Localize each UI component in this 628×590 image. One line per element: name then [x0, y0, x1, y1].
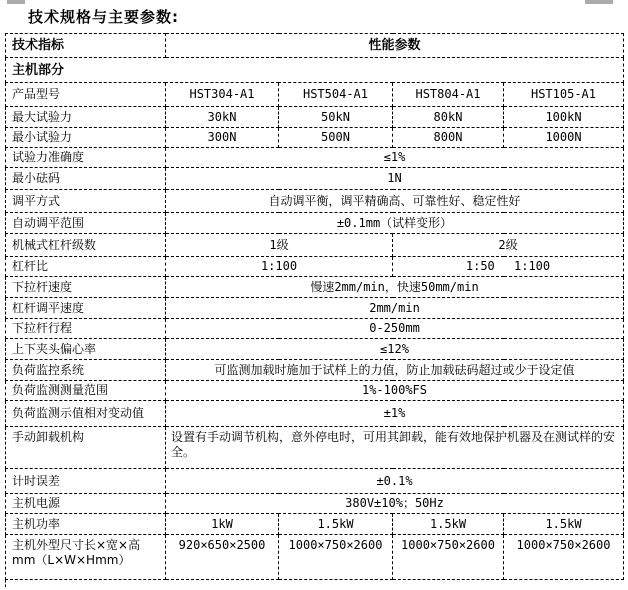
spec-label: 最小砝码	[6, 168, 166, 190]
spec-value: 慢速2mm/min，快速50mm/min	[166, 277, 624, 298]
spec-value: 1.5kW	[504, 514, 624, 535]
spec-value: 1级	[166, 234, 393, 257]
spec-label: 最小试验力	[6, 128, 166, 148]
spec-row-monitor-variation	[6, 401, 624, 427]
spec-value: HST504-A1	[279, 83, 393, 107]
spec-row-dimensions	[6, 535, 624, 580]
spec-label-line1: 主机外型尺寸长×宽×高	[12, 538, 141, 552]
spec-row-max-force	[6, 107, 624, 128]
spec-label: 负荷监测示值相对变动值	[6, 401, 166, 427]
spec-value: 1:100	[166, 257, 393, 277]
spec-value: HST304-A1	[166, 83, 279, 107]
spec-row-rod-travel	[6, 319, 624, 339]
spec-label: 负荷监测测量范围	[6, 381, 166, 401]
spec-value: 设置有手动调节机构，意外停电时，可用其卸载，能有效地保护机器及在测试样的安全。	[166, 427, 624, 469]
spec-row-timing-error	[6, 469, 624, 494]
spec-value: 1.5kW	[393, 514, 504, 535]
spec-value: 1kW	[166, 514, 279, 535]
spec-value: ±0.1mm（试样变形）	[166, 213, 624, 234]
spec-label: 产品型号	[6, 83, 166, 107]
spec-value: ≤12%	[166, 339, 624, 360]
spec-value: 800N	[393, 128, 504, 148]
spec-label: 上下夹头偏心率	[6, 339, 166, 360]
spec-label: 下拉杆速度	[6, 277, 166, 298]
spec-row-leveling-range	[6, 213, 624, 234]
spec-label: 试验力准确度	[6, 148, 166, 168]
spec-row-min-weight	[6, 168, 624, 190]
spec-label-line2: mm（L×W×Hmm）	[12, 553, 131, 567]
page-title: 技术规格与主要参数:	[28, 8, 179, 26]
spec-value: 380V±10%；50Hz	[166, 494, 624, 514]
spec-label: 计时误差	[6, 469, 166, 494]
spec-value: 0-250mm	[166, 319, 624, 339]
spec-value: 1000×750×2600	[504, 535, 624, 580]
spec-value: 1.5kW	[279, 514, 393, 535]
spec-row-power-supply	[6, 494, 624, 514]
header-indicator-cell: 技术指标	[6, 34, 166, 58]
spec-table	[5, 33, 624, 587]
spec-label: 负荷监控系统	[6, 360, 166, 381]
spec-value: 80kN	[393, 107, 504, 128]
spec-label: 自动调平范围	[6, 213, 166, 234]
table-header-row	[6, 34, 624, 58]
spec-row-lever-speed	[6, 298, 624, 319]
spec-value: 300N	[166, 128, 279, 148]
spec-value: 920×650×2500	[166, 535, 279, 580]
spec-value: 50kN	[279, 107, 393, 128]
spec-value: ±1%	[166, 401, 624, 427]
spec-row-lever-stages	[6, 234, 624, 257]
spec-label: 主机功率	[6, 514, 166, 535]
spec-value: HST804-A1	[393, 83, 504, 107]
section-title: 主机部分	[6, 58, 624, 83]
gray-handle-left	[7, 0, 25, 4]
spec-value: ≤1%	[166, 148, 624, 168]
spec-label: 手动卸载机构	[6, 427, 166, 469]
spec-label: 机械式杠杆级数	[6, 234, 166, 257]
spec-row-lever-ratio	[6, 257, 624, 277]
spec-row-model	[6, 83, 624, 107]
gray-handle-right	[585, 0, 613, 4]
spec-value: 1000N	[504, 128, 624, 148]
spec-label: 杠杆调平速度	[6, 298, 166, 319]
spec-label: 主机电源	[6, 494, 166, 514]
spec-value: 100kN	[504, 107, 624, 128]
spec-row-leveling-method	[6, 190, 624, 213]
section-row	[6, 58, 624, 83]
spec-label: 调平方式	[6, 190, 166, 213]
spec-value: 1000×750×2600	[279, 535, 393, 580]
spec-value: 1:50 1:100	[393, 257, 624, 277]
spec-value: 500N	[279, 128, 393, 148]
spec-value: HST105-A1	[504, 83, 624, 107]
partial-cutoff-row	[6, 580, 624, 587]
header-performance-cell: 性能参数	[166, 34, 624, 58]
spec-label	[6, 535, 166, 580]
spec-value: 2mm/min	[166, 298, 624, 319]
spec-row-eccentricity	[6, 339, 624, 360]
spec-value: 2级	[393, 234, 624, 257]
spec-row-manual-unload	[6, 427, 624, 469]
spec-value: 自动调平衡，调平精确高、可靠性好、稳定性好	[166, 190, 624, 213]
spec-row-accuracy	[6, 148, 624, 168]
spec-label: 下拉杆行程	[6, 319, 166, 339]
spec-row-min-force	[6, 128, 624, 148]
spec-label: 杠杆比	[6, 257, 166, 277]
partial-cell	[6, 580, 624, 587]
spec-row-rod-speed	[6, 277, 624, 298]
spec-row-load-monitor	[6, 360, 624, 381]
spec-value: 1N	[166, 168, 624, 190]
spec-value: 1000×750×2600	[393, 535, 504, 580]
spec-value: 1%-100%FS	[166, 381, 624, 401]
spec-value: ±0.1%	[166, 469, 624, 494]
spec-label: 最大试验力	[6, 107, 166, 128]
spec-value: 30kN	[166, 107, 279, 128]
spec-value: 可监测加载时施加于试样上的力值，防止加载砝码超过或少于设定值	[166, 360, 624, 381]
spec-row-monitor-range	[6, 381, 624, 401]
spec-row-power	[6, 514, 624, 535]
